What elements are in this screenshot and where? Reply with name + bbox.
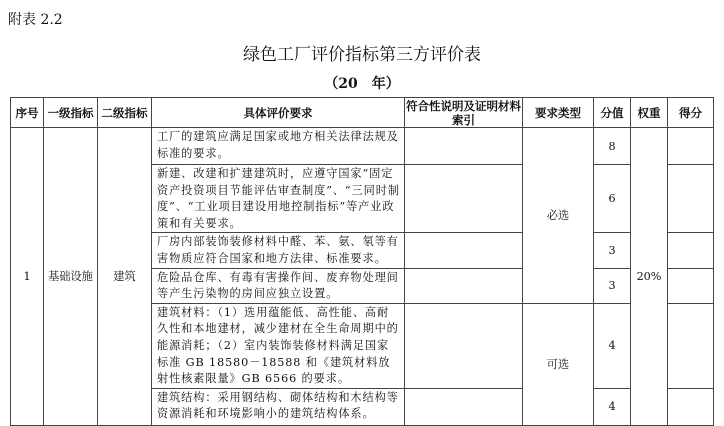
- score-cell: 6: [594, 165, 631, 233]
- compliance-cell[interactable]: [405, 303, 523, 388]
- appendix-label: 附表 2.2: [8, 12, 63, 28]
- header-result: 得分: [668, 98, 714, 128]
- evaluation-table: [10, 97, 714, 426]
- requirement-cell: 工厂的建筑应满足国家或地方相关法律法规及标准的要求。: [152, 128, 405, 165]
- score-cell: 4: [594, 388, 631, 425]
- requirement-cell: 厂房内部装饰装修材料中醛、苯、氨、氡等有害物质应符合国家和地方法律、标准要求。: [152, 233, 405, 268]
- result-cell[interactable]: [668, 128, 714, 165]
- year-line: （20 年）: [324, 76, 400, 92]
- header-level1: 一级指标: [44, 98, 98, 128]
- requirement-cell: 危险品仓库、有毒有害操作间、废弃物处理间等产生污染物的房间应独立设置。: [152, 268, 405, 303]
- document-title: 绿色工厂评价指标第三方评价表: [243, 45, 481, 65]
- header-level2: 二级指标: [98, 98, 152, 128]
- score-cell: 3: [594, 268, 631, 303]
- header-req-type: 要求类型: [523, 98, 594, 128]
- header-weight: 权重: [631, 98, 668, 128]
- score-cell: 4: [594, 303, 631, 388]
- header-compliance: 符合性说明及证明材料索引: [406, 98, 521, 127]
- compliance-cell[interactable]: [405, 268, 523, 303]
- weight-cell: 20%: [631, 128, 668, 426]
- header-score: 分值: [594, 98, 631, 128]
- requirement-cell: 新建、改建和扩建建筑时，应遵守国家“固定资产投资项目节能评估审查制度”、“三同时制度”、“工业项目建设用地控制指标”等产业政策和有关要求。: [152, 165, 405, 233]
- result-cell[interactable]: [668, 233, 714, 268]
- compliance-cell[interactable]: [405, 233, 523, 268]
- requirement-cell: 建筑材料：（1）选用蕴能低、高性能、高耐久性和本地建材，减少建材在全生命周期中的能源消耗；（2）室内装饰装修材料满足国家标准 GB 18580－18588 和《建筑材料放射性核素限量》GB 6566 的要求。: [152, 303, 405, 388]
- req-type-cell: 必选: [523, 128, 594, 304]
- compliance-cell[interactable]: [405, 128, 523, 165]
- level1-cell: 基础设施: [44, 128, 98, 426]
- table-row: [11, 128, 714, 165]
- result-cell[interactable]: [668, 268, 714, 303]
- result-cell[interactable]: [668, 165, 714, 233]
- level2-cell: 建筑: [98, 128, 152, 426]
- requirement-cell: 建筑结构：采用钢结构、砌体结构和木结构等资源消耗和环境影响小的建筑结构体系。: [152, 388, 405, 425]
- header-row: [11, 98, 714, 128]
- compliance-cell[interactable]: [405, 165, 523, 233]
- seq-cell: 1: [11, 128, 44, 426]
- header-requirement: 具体评价要求: [152, 98, 405, 128]
- req-type-cell: 可选: [523, 303, 594, 425]
- header-seq: 序号: [11, 98, 44, 128]
- score-cell: 3: [594, 233, 631, 268]
- score-cell: 8: [594, 128, 631, 165]
- result-cell[interactable]: [668, 303, 714, 388]
